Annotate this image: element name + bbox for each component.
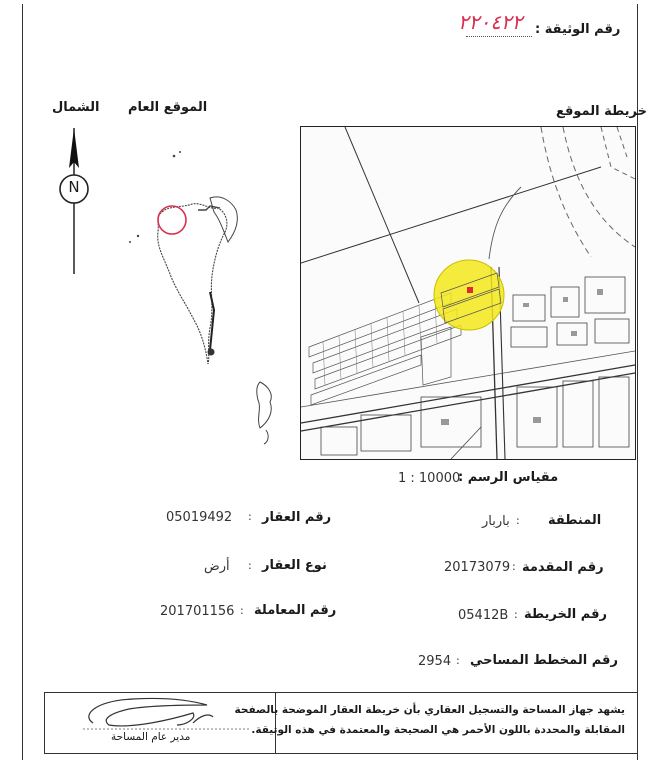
certification-line-1: يشهد جهاز المساحة والتسجيل العقاري بأن خريطة العقار الموضحة بالصفحة	[234, 704, 625, 716]
area-label: المنطقة	[548, 513, 602, 528]
doc-number-underline	[466, 36, 532, 37]
survey-plan-label: رقم المخطط المساحي	[470, 653, 618, 668]
location-map-drawing	[301, 127, 635, 459]
transaction-number-value: 201701156	[160, 604, 235, 619]
property-type-value: أرض	[204, 559, 230, 574]
location-map-heading: خريطة الموقع	[556, 104, 648, 119]
doc-number-value: ٢٢٠٤٢٢	[458, 10, 523, 34]
doc-number-label: رقم الوثيقة :	[535, 22, 621, 37]
island-overview-map	[110, 150, 290, 450]
area-colon: :	[516, 514, 520, 527]
map-number-value: 05412B	[458, 608, 509, 623]
signature-title: مدير عام المساحة	[111, 731, 191, 743]
property-number-value: 05019492	[166, 510, 233, 525]
request-number-label: رقم المقدمة	[522, 560, 604, 575]
map-number-colon: :	[514, 608, 518, 621]
survey-plan-value: 2954	[418, 654, 452, 669]
request-number-colon: :	[512, 560, 516, 573]
property-type-colon: :	[248, 559, 252, 572]
scale-value: 1 : 10000	[398, 471, 461, 486]
north-letter: N	[68, 178, 80, 196]
survey-plan-colon: :	[456, 654, 460, 667]
property-parcel	[467, 287, 473, 293]
north-heading: الشمال	[52, 100, 100, 115]
north-arrow-icon	[52, 124, 96, 276]
transaction-number-label: رقم المعاملة	[254, 603, 337, 618]
property-type-label: نوع العقار	[262, 558, 327, 573]
certification-line-2: المقابلة والمحددة باللون الأحمر هي الصحيحة والمعتمدة في هذه الوثيقة.	[251, 724, 625, 736]
signature	[73, 695, 253, 733]
request-number-value: 20173079	[444, 560, 511, 575]
area-value: باربار	[482, 514, 510, 529]
location-map	[300, 126, 636, 460]
transaction-number-colon: :	[240, 604, 244, 617]
scale-label: مقياس الرسم :	[458, 470, 559, 485]
map-number-label: رقم الخريطة	[524, 607, 607, 622]
general-location-heading: الموقع العام	[128, 100, 208, 115]
certification-box	[44, 692, 638, 754]
property-number-colon: :	[248, 510, 252, 523]
footer-divider	[275, 693, 276, 753]
property-number-label: رقم العقار	[262, 510, 332, 525]
